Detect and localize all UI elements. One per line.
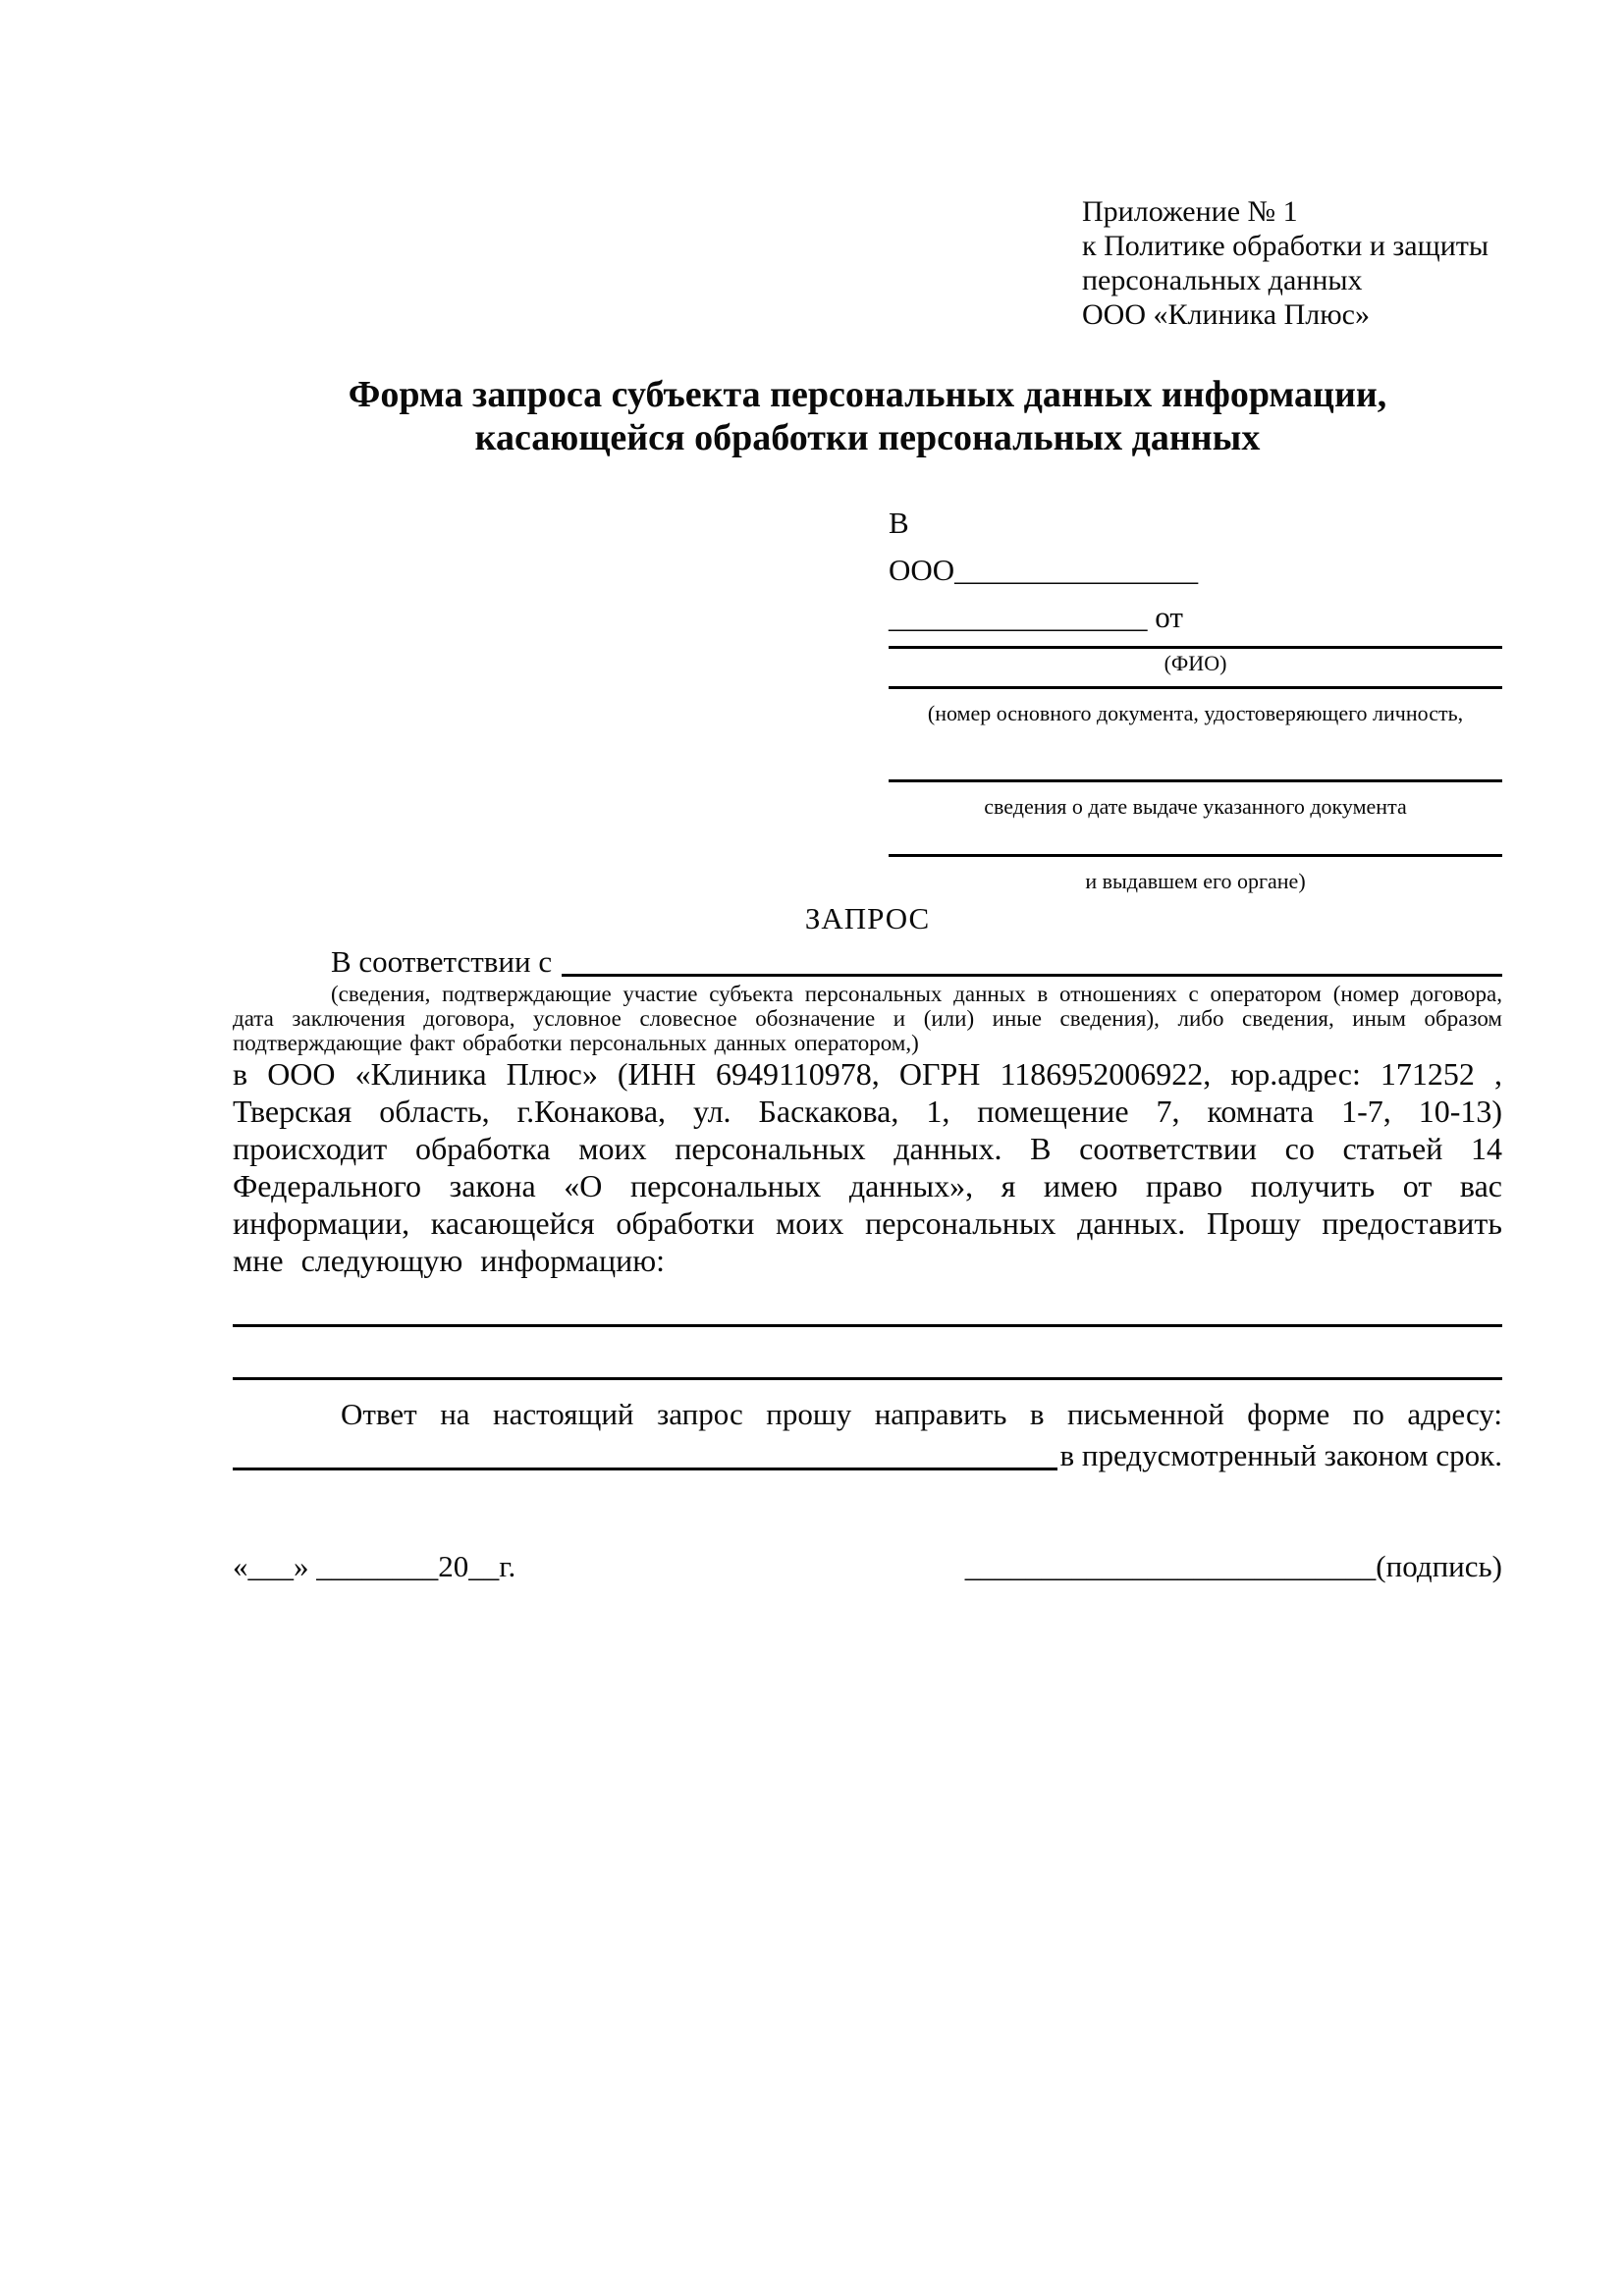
addressee-org-line xyxy=(889,547,1502,594)
fio-blank-line[interactable] xyxy=(889,646,1502,649)
annex-note-line: персональных данных xyxy=(1082,264,1363,296)
doc-caption-2: сведения о дате выдаче указанного документа xyxy=(984,794,1407,819)
info-blank-line-1[interactable] xyxy=(233,1324,1502,1327)
document-title-line: Форма запроса субъекта персональных данных информации, xyxy=(348,374,1387,415)
annex-note-line: Приложение № 1 xyxy=(1082,195,1298,228)
annex-note-line: к Политике обработки и защиты xyxy=(1082,230,1489,262)
addressee-to: В xyxy=(889,506,909,540)
reply-address-blank-field[interactable] xyxy=(233,1435,1057,1470)
addressee-block xyxy=(889,500,1502,894)
doc-caption-1: (номер основного документа, удостоверяющего личность, xyxy=(927,701,1464,725)
reply-suffix: в предусмотренный законом срок. xyxy=(1059,1438,1502,1472)
annex-note-line: ООО «Клиника Плюс» xyxy=(1082,298,1370,331)
addressee-from-line xyxy=(889,594,1502,641)
signature-row xyxy=(233,1547,1502,1586)
document-title xyxy=(233,373,1502,459)
from-label: от xyxy=(1147,600,1183,634)
from-blank-field[interactable]: _________________ xyxy=(889,600,1148,634)
annex-note xyxy=(1082,194,1502,332)
info-blank-line-2[interactable] xyxy=(233,1377,1502,1380)
doc-blank-line-3[interactable] xyxy=(889,854,1502,857)
fio-caption: (ФИО) xyxy=(1164,651,1227,675)
doc-blank-line-2[interactable] xyxy=(889,779,1502,782)
signature-caption: (подпись) xyxy=(1376,1549,1502,1583)
fine-print-note: (сведения, подтверждающие участие субъекта персональных данных в отношениях с оператором (номер договора, дата заключения договора, условное словесное обозначение и (или) иные сведения), либо сведения, иным образом подтверждающие факт обработки персональных данных оператором,) xyxy=(233,982,1502,1055)
signature-blank-field[interactable]: ___________________________ xyxy=(964,1549,1377,1583)
document-title-line: касающейся обработки персональных данных xyxy=(474,417,1261,458)
request-heading: ЗАПРОС xyxy=(804,901,931,935)
org-blank-field[interactable]: ________________ xyxy=(954,553,1199,587)
intro-blank-field[interactable] xyxy=(562,942,1502,977)
reply-address-line xyxy=(233,1435,1502,1476)
intro-prefix: В соответствии с xyxy=(331,944,553,979)
signature-area xyxy=(965,1547,1502,1586)
doc-caption-3: и выдавшем его органе) xyxy=(1085,869,1306,893)
intro-line xyxy=(233,942,1502,982)
doc-blank-line-1[interactable] xyxy=(889,686,1502,689)
request-body-paragraph: в ООО «Клиника Плюс» (ИНН 6949110978, ОГРН 1186952006922, юр.адрес: 171252 , Тверская область, г.Конакова, ул. Баскакова, 1, помещение 7, комната 1-7, 10-13) происходит обработка моих персональных данных. В соответствии со статьей 14 Федерального закона «О персональных данных», я имею право получить от вас информации, касающейся обработки моих персональных данных. Прошу предоставить мне следующую информацию: xyxy=(233,1056,1502,1278)
date-blank-field[interactable]: «___» ________20__г. xyxy=(233,1549,516,1583)
reply-paragraph: Ответ на настоящий запрос прошу направить в письменной форме по адресу: xyxy=(341,1397,1502,1431)
org-prefix: ООО xyxy=(889,553,955,587)
